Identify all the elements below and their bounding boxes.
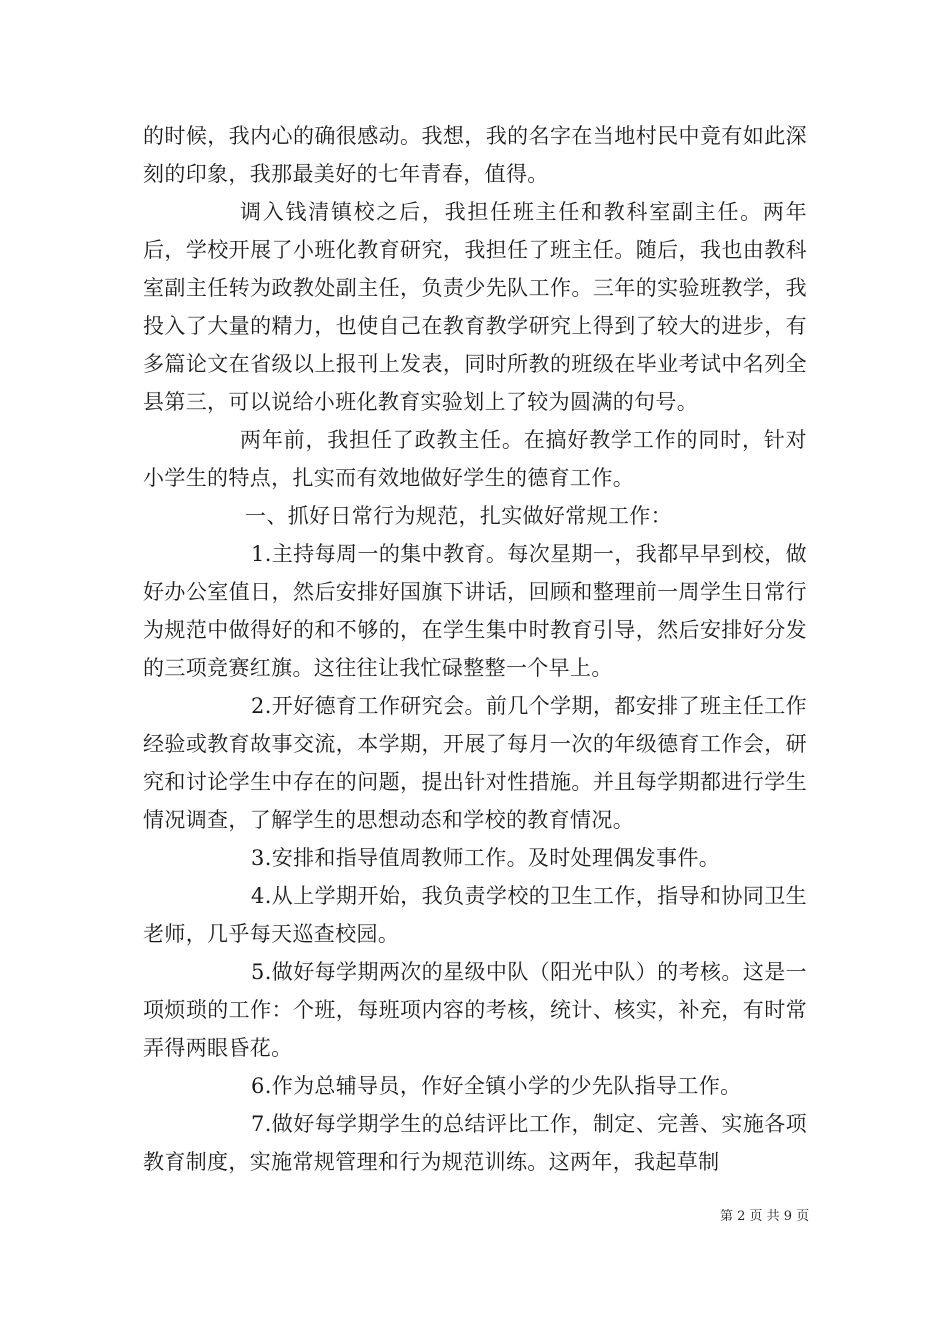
document-body <box>143 117 807 1181</box>
list-item-1: 1.主持每周一的集中教育。每次星期一，我都早早到校，做好办公室值日，然后安排好国旗下讲话，回顾和整理前一周学生日常行为规范中做得好的和不够的，在学生集中时教育引导，然后安排好分发的三项竞赛红旗。这往往让我忙碌整整一个早上。 <box>143 542 807 680</box>
section-heading-routine: 一、抓好日常行为规范，扎实做好常规工作： <box>245 504 672 528</box>
list-item-7: 7.做好每学期学生的总结评比工作，制定、完善、实施各项教育制度，实施常规管理和行为规范训练。这两年，我起草制 <box>143 1112 807 1174</box>
page-number-footer: 第 2 页 共 9 页 <box>720 1209 810 1224</box>
list-item-2: 2.开好德育工作研究会。前几个学期，都安排了班主任工作经验或教育故事交流，本学期，开展了每月一次的年级德育工作会，研究和讨论学生中存在的问题，提出针对性措施。并且每学期都进行学生情况调查，了解学生的思想动态和学校的教育情况。 <box>143 694 807 832</box>
list-item-3: 3.安排和指导值周教师工作。及时处理偶发事件。 <box>251 846 721 870</box>
paragraph-transfer: 调入钱清镇校之后，我担任班主任和教科室副主任。两年后，学校开展了小班化教育研究，我担任了班主任。随后，我也由教科室副主任转为政教处副主任，负责少先队工作。三年的实验班教学，我投入了大量的精力，也使自己在教育教学研究上得到了较大的进步，有多篇论文在省级以上报刊上发表，同时所教的班级在毕业考试中名列全县第三，可以说给小班化教育实验划上了较为圆满的句号。 <box>143 200 807 414</box>
list-item-4: 4.从上学期开始，我负责学校的卫生工作，指导和协同卫生老师，几乎每天巡查校园。 <box>143 884 807 946</box>
list-item-5: 5.做好每学期两次的星级中队（阳光中队）的考核。这是一项烦琐的工作：个班，每班项内容的考核，统计、核实，补充，有时常弄得两眼昏花。 <box>143 960 807 1060</box>
paragraph-director: 两年前，我担任了政教主任。在搞好教学工作的同时，针对小学生的特点，扎实而有效地做好学生的德育工作。 <box>143 428 807 490</box>
list-item-6: 6.作为总辅导员，作好全镇小学的少先队指导工作。 <box>251 1074 742 1098</box>
paragraph-continuation: 的时候，我内心的确很感动。我想，我的名字在当地村民中竟有如此深刻的印象，我那最美好的七年青春，值得。 <box>143 124 807 186</box>
